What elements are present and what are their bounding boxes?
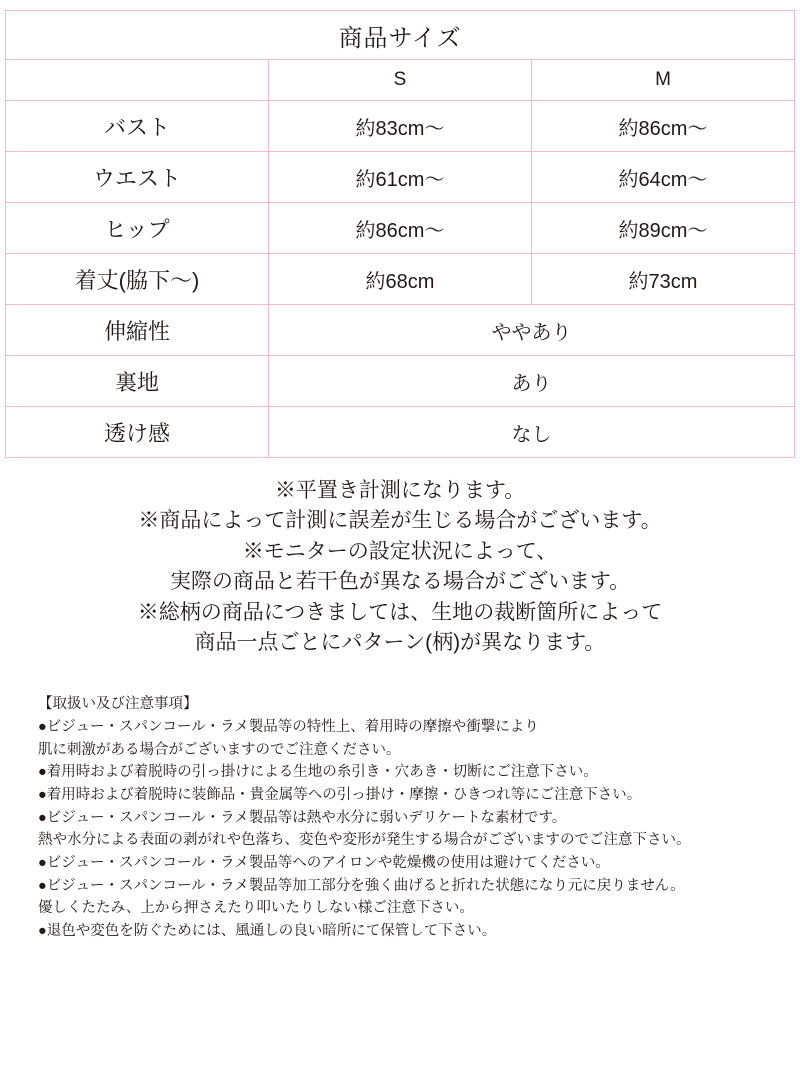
caution-line: 優しくたたみ、上から押さえたり叩いたりしない様ご注意下さい。 <box>38 900 474 917</box>
size-table-title-row <box>6 11 795 60</box>
table-row <box>6 305 795 356</box>
table-row <box>6 152 795 203</box>
row-value-m: 約86cm〜 <box>532 101 795 152</box>
size-table-header-row <box>6 60 795 101</box>
note-line: ※平置き計測になります。 <box>274 479 526 502</box>
caution-line: ●ビジュー・スパンコール・ラメ製品等加工部分を強く曲げると折れた状態になり元に戻りません。 <box>38 877 685 894</box>
table-row <box>6 254 795 305</box>
row-label: 裏地 <box>6 356 269 407</box>
note-line: 実際の商品と若干色が異なる場合がございます。 <box>169 570 631 594</box>
row-label: 着丈(脇下〜) <box>6 254 269 305</box>
row-label: バスト <box>6 101 269 152</box>
row-label: 伸縮性 <box>6 305 269 356</box>
caution-line: ●ビジュー・スパンコール・ラメ製品等へのアイロンや乾燥機の使用は避けてください。 <box>38 854 610 871</box>
row-value-s: 約68cm <box>269 254 532 305</box>
row-value-merged: ややあり <box>269 305 795 356</box>
table-row <box>6 101 795 152</box>
product-size-page <box>0 10 800 1077</box>
caution-line: ●着用時および着脱時の引っ掛けによる生地の糸引き・穴あき・切断にご注意下さい。 <box>38 764 598 781</box>
table-row <box>6 407 795 458</box>
caution-line: ●ビジュー・スパンコール・ラメ製品等は熱や水分に弱いデリケートな素材です。 <box>38 809 567 826</box>
row-value-merged: あり <box>269 356 795 407</box>
measurement-notes <box>20 476 780 659</box>
row-value-merged: なし <box>269 407 795 458</box>
caution-line: ●ビジュー・スパンコール・ラメ製品等の特性上、着用時の摩擦や衝撃により <box>38 719 539 736</box>
size-table-body <box>6 11 795 458</box>
caution-block <box>38 693 768 943</box>
caution-heading: 【取扱い及び注意事項】 <box>38 695 198 712</box>
table-row <box>6 356 795 407</box>
table-row <box>6 203 795 254</box>
row-label: ウエスト <box>6 152 269 203</box>
caution-line: ●着用時および着脱時に装飾品・貴金属等への引っ掛け・摩擦・ひきつれ等にご注意下さい。 <box>38 787 642 804</box>
row-value-m: 約64cm〜 <box>532 152 795 203</box>
size-table <box>5 10 795 458</box>
row-value-s: 約83cm〜 <box>269 101 532 152</box>
note-line: 商品一点ごとにパターン(柄)が異なります。 <box>194 631 606 655</box>
header-size-m: M <box>532 60 795 101</box>
row-value-m: 約73cm <box>532 254 795 305</box>
row-value-m: 約89cm〜 <box>532 203 795 254</box>
size-table-title: 商品サイズ <box>6 11 795 60</box>
note-line: ※商品によって計測に誤差が生じる場合がございます。 <box>138 509 662 533</box>
row-value-s: 約86cm〜 <box>269 203 532 254</box>
row-value-s: 約61cm〜 <box>269 152 532 203</box>
row-label: ヒップ <box>6 203 269 254</box>
row-label: 透け感 <box>6 407 269 458</box>
caution-line: ●退色や変色を防ぐためには、風通しの良い暗所にて保管して下さい。 <box>38 922 497 939</box>
header-size-s: S <box>269 60 532 101</box>
header-blank <box>6 60 269 101</box>
caution-line: 熱や水分による表面の剥がれや色落ち、変色や変形が発生する場合がございますのでご注意下さい。 <box>38 832 691 849</box>
note-line: ※モニターの設定状況によって、 <box>242 539 558 563</box>
note-line: ※総柄の商品につきましては、生地の裁断箇所によって <box>137 600 663 624</box>
caution-line: 肌に刺激がある場合がございますのでご注意ください。 <box>38 741 401 758</box>
